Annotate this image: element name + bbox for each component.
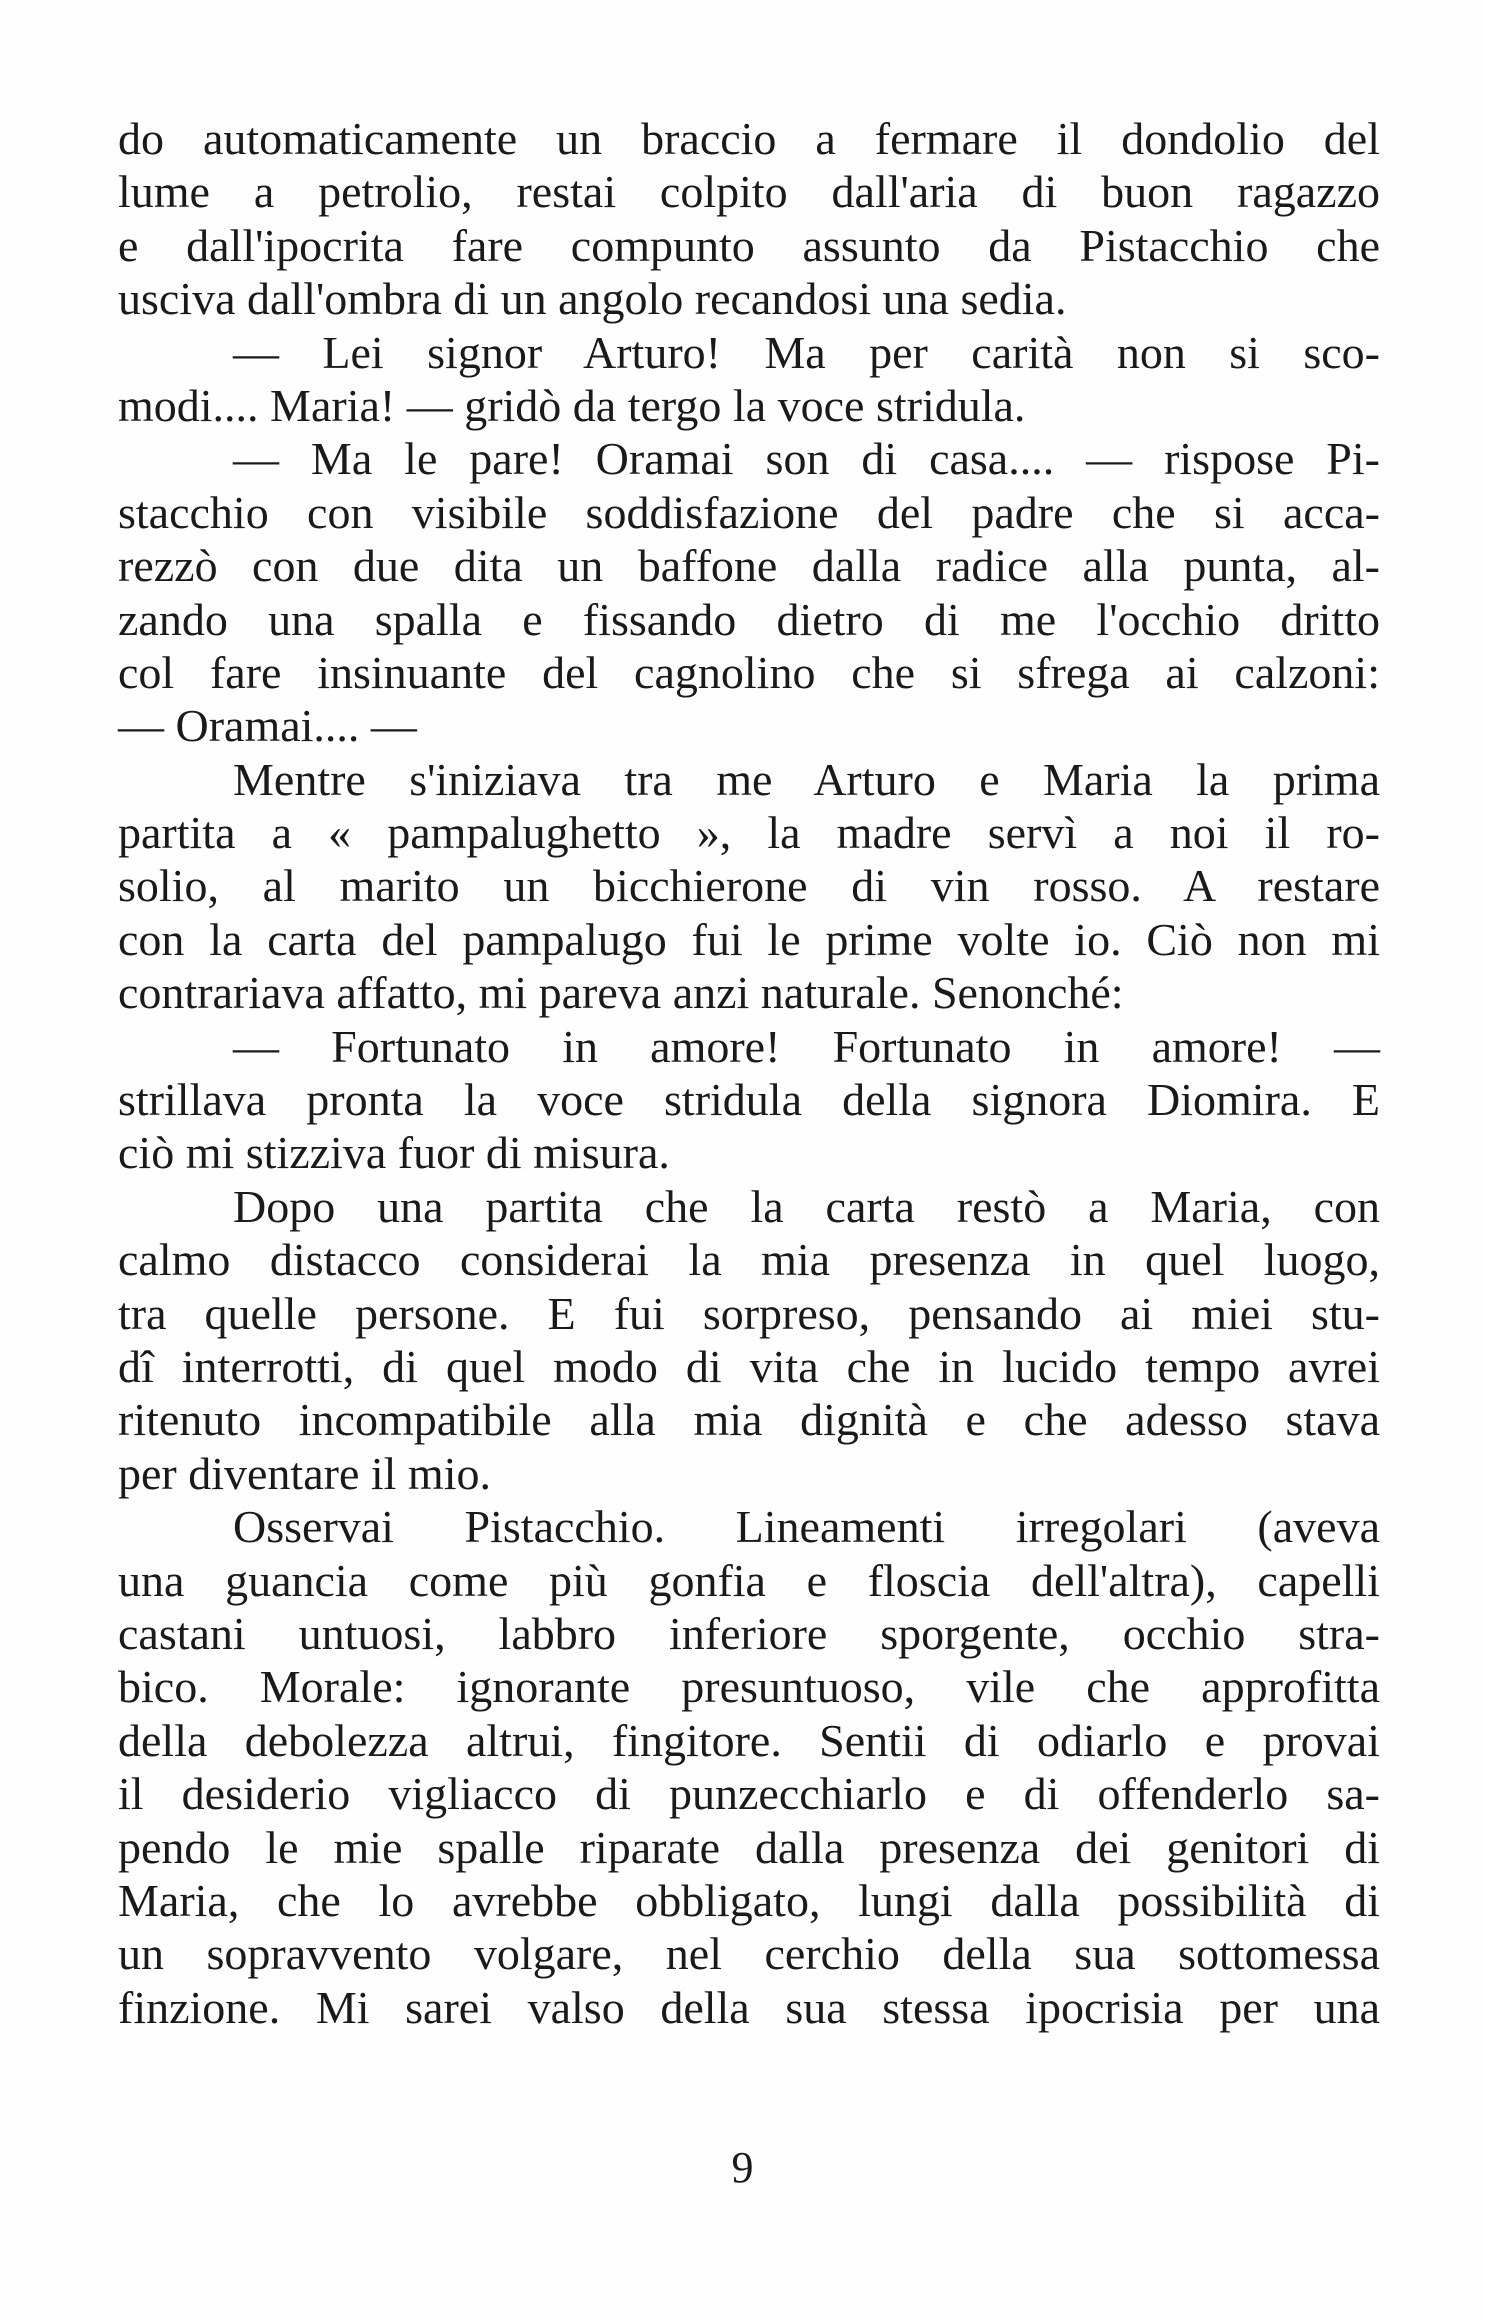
text-line: tra quelle persone. E fui sorpreso, pensando ai miei stu-	[118, 1287, 1380, 1339]
text-line: partita a « pampalughetto », la madre servì a noi il ro-	[118, 807, 1380, 859]
text-line: — Oramai.... —	[118, 700, 417, 752]
text-line: Mentre s'iniziava tra me Arturo e Maria la prima	[233, 753, 1380, 805]
text-line: per diventare il mio.	[118, 1447, 491, 1499]
text-line: modi.... Maria! — gridò da tergo la voce stridula.	[118, 379, 1026, 431]
text-line: pendo le mie spalle riparate dalla presenza dei genitori di	[118, 1821, 1380, 1873]
text-line: usciva dall'ombra di un angolo recandosi una sedia.	[118, 273, 1067, 325]
text-line: contrariava affatto, mi pareva anzi naturale. Senonché:	[118, 967, 1124, 1019]
text-line: bico. Morale: ignorante presuntuoso, vile che approfitta	[118, 1661, 1380, 1713]
text-line: — Ma le pare! Oramai son di casa.... — rispose Pi-	[233, 433, 1380, 485]
text-line: lume a petrolio, restai colpito dall'aria di buon ragazzo	[118, 166, 1380, 218]
text-line: e dall'ipocrita fare compunto assunto da Pistacchio che	[118, 219, 1380, 271]
page-number: 9	[731, 2143, 754, 2192]
text-line: il desiderio vigliacco di punzecchiarlo e di offenderlo sa-	[118, 1768, 1380, 1820]
text-line: — Fortunato in amore! Fortunato in amore! —	[233, 1020, 1380, 1072]
text-line: dî interrotti, di quel modo di vita che in lucido tempo avrei	[118, 1340, 1380, 1392]
text-line: finzione. Mi sarei valso della sua stessa ipocrisia per una	[118, 1981, 1380, 2033]
text-line: della debolezza altrui, fingitore. Sentii di odiarlo e provai	[118, 1714, 1380, 1766]
text-line: ritenuto incompatibile alla mia dignità e che adesso stava	[118, 1394, 1380, 1446]
text-line: rezzò con due dita un baffone dalla radice alla punta, al-	[118, 540, 1380, 592]
text-line: solio, al marito un bicchierone di vin rosso. A restare	[118, 860, 1380, 912]
body-text	[118, 112, 1380, 2034]
text-line: Maria, che lo avrebbe obbligato, lungi dalla possibilità di	[118, 1874, 1380, 1926]
text-line: Osservai Pistacchio. Lineamenti irregolari (aveva	[233, 1501, 1380, 1553]
text-line: stacchio con visibile soddisfazione del padre che si acca-	[118, 486, 1380, 538]
text-line: Dopo una partita che la carta restò a Maria, con	[233, 1180, 1380, 1232]
text-line: un sopravvento volgare, nel cerchio della sua sottomessa	[118, 1928, 1380, 1980]
text-line: col fare insinuante del cagnolino che si sfrega ai calzoni:	[118, 646, 1380, 698]
text-line: calmo distacco considerai la mia presenza in quel luogo,	[118, 1234, 1380, 1286]
text-line: una guancia come più gonfia e floscia dell'altra), capelli	[118, 1554, 1380, 1606]
text-line: con la carta del pampalugo fui le prime volte io. Ciò non mi	[118, 913, 1380, 965]
text-line: castani untuosi, labbro inferiore sporgente, occhio stra-	[118, 1607, 1380, 1659]
text-line: strillava pronta la voce stridula della signora Diomira. E	[118, 1074, 1380, 1126]
text-line: ciò mi stizziva fuor di misura.	[118, 1127, 670, 1179]
text-line: do automaticamente un braccio a fermare il dondolio del	[118, 113, 1380, 164]
text-line: zando una spalla e fissando dietro di me l'occhio dritto	[118, 593, 1380, 645]
text-line: — Lei signor Arturo! Ma per carità non si sco-	[233, 326, 1380, 378]
